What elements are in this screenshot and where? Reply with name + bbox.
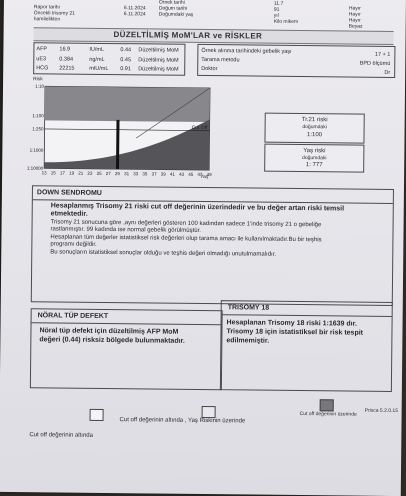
date-1: 6.11.2024	[123, 5, 146, 12]
marker-hcg-name: HCG	[36, 65, 49, 72]
x-tick-label: 49	[206, 172, 212, 178]
y-tick-label: 1:1000	[29, 147, 44, 153]
x-tick-label: 13	[41, 170, 47, 176]
right-label-2: Hayır	[348, 11, 361, 18]
tr21-risk-box	[264, 113, 364, 144]
down-line-2: etmektedir.	[50, 210, 88, 218]
marker-hcg-unit: mIU/mL	[89, 65, 109, 72]
legend-above-label: Cut off değerinin üzerinde	[299, 411, 357, 418]
marker-ue3-name: uE3	[36, 56, 47, 63]
section-title: DÜZELTİLMİŞ MoM'LAR ve RİSKLER	[113, 30, 263, 41]
marker-ue3-unit: ng/mL	[89, 56, 105, 63]
top-label-pregnancy: hamilelikten	[33, 16, 61, 23]
t18-title: TRISOMY 18	[227, 304, 270, 312]
ntd-line-2: değeri (0.44) risksiz bölgede bulunmaktadır.	[39, 336, 185, 345]
legend-age-above-label: Cut off değerinin altında , Yaş Riskinin üzerinde	[119, 417, 246, 425]
top-label-report-date: Rapor tarihi	[33, 4, 60, 11]
x-tick-label: 41	[169, 171, 175, 177]
down-line-6: programı değildir.	[50, 241, 97, 248]
down-line-1: Hesaplanmış Trisomy 21 riski cut off değerinin üzerindedir ve bu değer artan riski temsil	[50, 202, 345, 213]
marker-afp-unit: IU/mL	[89, 46, 105, 53]
ntd-title: NÖRAL TÜP DEFEKT	[37, 312, 109, 321]
right-label-3: Hayır	[348, 17, 361, 24]
date-label-age: Doğumdaki yaş	[158, 11, 194, 18]
ntd-line-1: Nöral tüp defekt için düzeltilmiş AFP MoM	[39, 327, 179, 336]
risk-chart	[26, 80, 216, 182]
method-val-ga: 17 + 1	[374, 51, 391, 58]
right-val-1: 11.7	[273, 0, 284, 7]
marker-ue3-label: Düzeltilmiş MoM	[138, 57, 179, 64]
top-label-prev-t21: Öncekli trisomy 21	[33, 10, 75, 17]
down-line-3: Trisomy 21 sonucuna göre ,aynı değerleri gösteren 100 kadından sadece 1'inde trisomy 21 o gebeliğe	[50, 219, 322, 229]
age-risk-sub: doğumdaki	[302, 155, 327, 162]
top-dates	[124, 5, 146, 17]
x-tick-label: 37	[151, 171, 157, 177]
date-label-sample: Örnek tarihi	[158, 0, 185, 6]
t18-line-1: Hesaplanan Trisomy 18 riski 1:1639 dır.	[226, 319, 357, 328]
x-tick-label: 23	[87, 170, 93, 176]
marker-ue3-mom: 0.45	[120, 57, 132, 64]
down-line-7: Bu sonuçların istatistiksel sonuçlar olduğu ve teşhis değeri olmadığı unutulmamalıdır.	[50, 249, 277, 258]
age-risk-box	[264, 144, 364, 173]
markers-table	[33, 42, 185, 76]
age-marker-bar	[116, 120, 120, 169]
tr21-value: 1:100	[306, 132, 323, 139]
t18-divider	[222, 314, 392, 317]
down-line-5: Hesaplanan tüm değerler istatistiksel risk değerleri olup tarama amacı ile kullanılmaktadır.Bu bir teşhis	[50, 234, 322, 244]
x-tick-label: 33	[133, 171, 139, 177]
chart-upper-band	[45, 86, 210, 122]
x-tick-label: 35	[142, 171, 148, 177]
right-val-2: 91	[273, 6, 280, 13]
ntd-section	[30, 308, 223, 390]
right-label-1: Hayır	[348, 5, 361, 12]
method-info-box	[197, 44, 395, 78]
method-val-doctor: Dr	[384, 69, 391, 76]
marker-afp-name: AFP	[36, 46, 48, 53]
down-title: DOWN SENDROMU	[36, 189, 102, 197]
marker-afp-mom: 0.44	[120, 47, 132, 54]
right-label-4: Beyaz	[348, 23, 363, 30]
marker-hcg-label: Düzeltilmiş MoM	[138, 66, 179, 73]
x-tick-label: 21	[78, 170, 84, 176]
legend-swatch-above	[320, 399, 334, 411]
top-date-labels	[159, 0, 194, 18]
x-tick-label: 17	[59, 170, 65, 176]
x-tick-label: 39	[160, 171, 166, 177]
x-tick-label: 29	[114, 171, 120, 177]
marker-hcg-value: 22215	[59, 65, 75, 72]
marker-hcg-mom: 0.91	[120, 66, 131, 73]
x-tick-label: 25	[96, 170, 102, 176]
x-tick-label: 19	[69, 170, 75, 176]
date-label-birth: Doğum tarihi	[158, 5, 188, 12]
x-tick-label: 31	[124, 171, 130, 177]
t18-line-3: edilmemiştir.	[226, 337, 270, 345]
t18-section	[220, 300, 393, 392]
tr21-title: Tr.21 riski	[301, 117, 328, 124]
top-right-labels	[349, 6, 363, 30]
down-line-4: rastlanmıştır. 99 kadında ise normal gebelik görülmüştür.	[50, 226, 201, 234]
age-risk-value: 1: 777	[305, 162, 323, 169]
y-tick-label: 1:10	[35, 83, 45, 89]
ntd-divider	[32, 322, 222, 325]
method-line-doctor: Doktor	[201, 65, 218, 73]
method-line-method: Tarama metodu	[201, 56, 240, 64]
chart-ylabel: Risk	[33, 76, 43, 83]
legend-swatch-age-above	[202, 406, 216, 418]
y-tick-label: 1:250	[32, 126, 44, 132]
marker-afp-label: Düzeltilmiş MoM	[138, 47, 179, 54]
y-tick-label: 1:10000	[26, 165, 44, 171]
marker-ue3-value: 0.384	[59, 56, 74, 63]
x-tick-label: 47	[197, 171, 203, 177]
x-tick-label: 15	[50, 170, 56, 176]
y-tick-label: 1:100	[32, 113, 44, 119]
top-right-vals	[274, 1, 299, 25]
method-line-ga: Örnek alınma tarihindeki gebelik yaşı	[201, 47, 292, 55]
chart-xlabel: Yaş	[200, 173, 209, 181]
footer-version: Prisca 5.2.0.15	[364, 407, 399, 415]
x-tick-label: 45	[188, 171, 194, 177]
age-risk-title: Yaş riski	[303, 148, 326, 155]
right-val-3: yıl	[273, 12, 279, 19]
method-val-method: BPD ölçümü	[359, 60, 391, 67]
right-val-4: Kilo mikem	[273, 18, 299, 25]
date-2: 6.11.2024	[123, 11, 146, 18]
tr21-sub: doğumdaki	[302, 124, 327, 131]
x-tick-label: 43	[179, 171, 185, 177]
cutoff-label: Cut Off	[191, 125, 208, 132]
legend-swatch-below	[90, 409, 104, 421]
x-tick-label: 27	[105, 170, 111, 177]
down-section	[31, 185, 394, 306]
legend-below-label: Cut off değerinin altında	[29, 432, 94, 439]
marker-afp-value: 16.9	[59, 46, 71, 53]
t18-line-2: Trisomy 18 için istatistiksel bir risk tespit	[226, 328, 364, 337]
